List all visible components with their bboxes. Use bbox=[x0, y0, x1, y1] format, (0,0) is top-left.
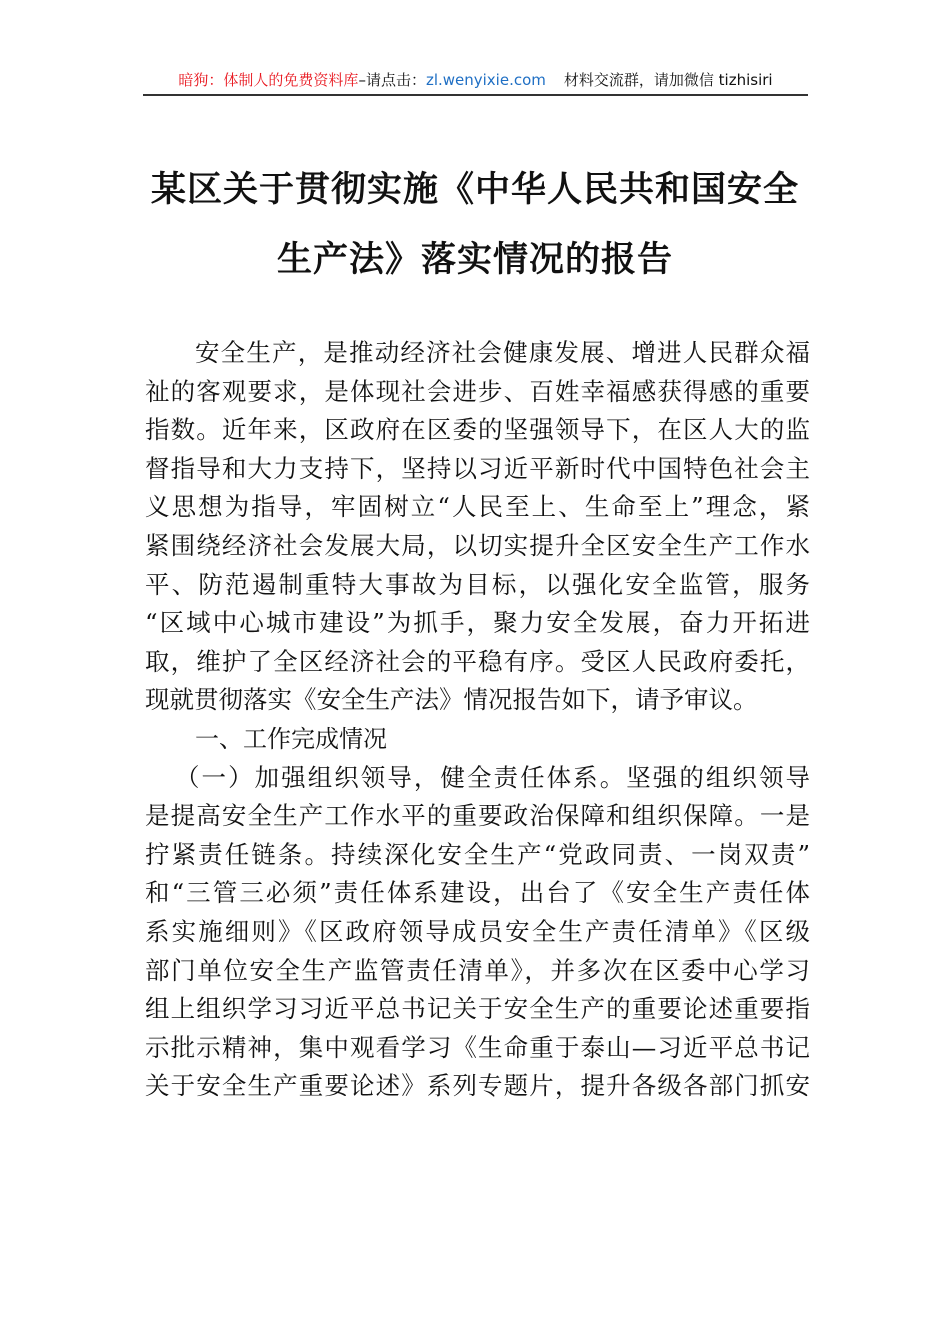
paragraph-line: 是提高安全生产工作水平的重要政治保障和组织保障。一是 bbox=[145, 801, 810, 831]
header-link[interactable]: zl.wenyixie.com bbox=[425, 71, 546, 89]
paragraph-line: 紧围绕经济社会发展大局，以切实提升全区安全生产工作水 bbox=[145, 530, 810, 560]
paragraph-line: 督指导和大力支持下，坚持以习近平新时代中国特色社会主 bbox=[145, 453, 810, 483]
promo-header bbox=[143, 66, 808, 96]
paragraph-line: 现就贯彻落实《安全生产法》情况报告如下，请予审议。 bbox=[145, 685, 758, 715]
paragraph-line: 祉的客观要求，是体现社会进步、百姓幸福感获得感的重要 bbox=[145, 376, 810, 406]
paragraph-line: 取，维护了全区经济社会的平稳有序。受区人民政府委托， bbox=[145, 646, 810, 676]
paragraph-line: 关于安全生产重要论述》系列专题片，提升各级各部门抓安 bbox=[145, 1071, 810, 1101]
section-heading: 一、工作完成情况 bbox=[195, 725, 387, 753]
header-contact: 材料交流群，请加微信 tizhisiri bbox=[563, 71, 773, 89]
paragraph-line: 平、防范遏制重特大事故为目标，以强化安全监管，服务 bbox=[145, 569, 810, 599]
paragraph-line: 部门单位安全生产监管责任清单》，并多次在区委中心学习 bbox=[145, 955, 810, 985]
document-title-line-1: 某区关于贯彻实施《中华人民共和国安全 bbox=[150, 169, 799, 210]
header-prompt: –请点击： bbox=[358, 71, 426, 89]
paragraph-line: 和“三管三必须”责任体系建设，出台了《安全生产责任体 bbox=[145, 878, 810, 908]
intro-paragraph bbox=[145, 334, 810, 720]
paragraph-line: “区域中心城市建设”为抓手，聚力安全发展，奋力开拓进 bbox=[145, 608, 810, 638]
paragraph-line: 拧紧责任链条。持续深化安全生产“党政同责、一岗双责” bbox=[145, 839, 810, 869]
document-title-line-2: 生产法》落实情况的报告 bbox=[276, 239, 673, 280]
paragraph-line: 安全生产，是推动经济社会健康发展、增进人民群众福 bbox=[195, 338, 810, 367]
header-site-name: 暗狗：体制人的免费资料库 bbox=[178, 71, 359, 89]
paragraph-line: 示批示精神，集中观看学习《生命重于泰山—习近平总书记 bbox=[145, 1032, 810, 1062]
paragraph-line: （一）加强组织领导，健全责任体系。坚强的组织领导 bbox=[175, 762, 810, 792]
paragraph-line: 系实施细则》《区政府领导成员安全生产责任清单》《区级 bbox=[145, 916, 810, 946]
paragraph-line: 义思想为指导，牢固树立“人民至上、生命至上”理念，紧 bbox=[145, 492, 810, 522]
section-1 bbox=[145, 720, 810, 1106]
paragraph-line: 组上组织学习习近平总书记关于安全生产的重要论述重要指 bbox=[145, 994, 810, 1024]
paragraph-line: 指数。近年来，区政府在区委的坚强领导下，在区人大的监 bbox=[145, 415, 810, 445]
